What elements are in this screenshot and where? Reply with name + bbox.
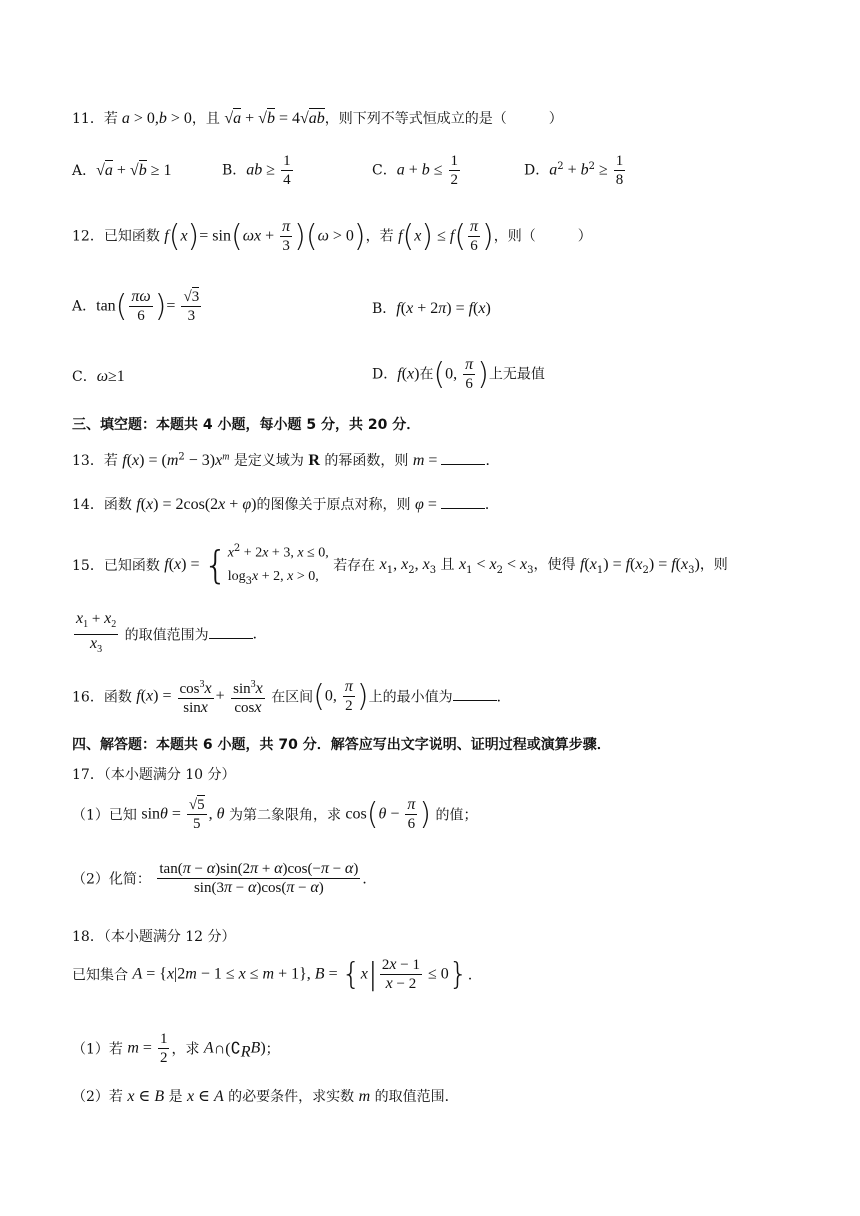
question-18-part-2: （2）若 x ∈ B 是 x ∈ A 的必要条件，求实数 m 的取值范围． bbox=[72, 1088, 459, 1105]
question-11-stem: 11．若 a > 0,b > 0，且 √a + √b = 4√ab，则下列不等式恒成立的是（ ） bbox=[72, 110, 563, 127]
question-11-option-b: B．ab ≥ $\frac{1}{4}$ bbox=[222, 153, 291, 188]
section-4-heading: 四、解答题：本题共 6 小题，共 70 分．解答应写出文字说明、证明过程或演算步骤． bbox=[72, 737, 611, 753]
question-18-part-1: （1）若 m = $\frac{1}{2}$ ，求 $A\cap(∁_RB)$； bbox=[72, 1031, 280, 1066]
question-15-tail: $\frac{x_1 + x_2}{x_3}$ 的取值范围为 ． bbox=[76, 610, 267, 655]
question-12-option-b: B．f(x + 2π) = f(x) bbox=[372, 300, 491, 317]
question-11-option-c: C．a + b ≤ $\frac{1}{2}$ bbox=[372, 153, 459, 188]
question-13: 13．若 $f(x) = (m^2 - 3)x^m$ 是定义域为 R 的幂函数，则 m = ． bbox=[72, 451, 500, 469]
question-12-option-c: C．ω≥1 bbox=[72, 368, 125, 385]
question-18-header: 18．（本小题满分 12 分） bbox=[72, 929, 236, 945]
question-18-stem: 已知集合 A = {x|2m − 1 ≤ x ≤ m + 1}, B = {x| $\frac{2x - 1}{x - 2}$ ≤ 0}． bbox=[72, 956, 482, 992]
section-3-heading: 三、填空题：本题共 4 小题，每小题 5 分，共 20 分． bbox=[72, 417, 421, 433]
question-11-option-a: A．√a + √b ≥ 1 bbox=[72, 162, 172, 179]
question-12-option-d: D．f(x)在(0, $\frac{\pi}{6}$ )上无最值 bbox=[372, 356, 545, 392]
question-14: 14．函数 f(x) = 2cos(2x + φ)的图像关于原点对称，则 φ = ． bbox=[72, 496, 499, 513]
question-16: 16．函数 f(x) = $\frac{\cos^3x}{\sin x}$ + $\frac{\sin^3x}{\cos x}$ 在区间(0, $\frac{\pi}{2}$ )上的最小值为 ． bbox=[72, 678, 511, 716]
question-15-stem: 15．已知函数 f(x) = { $x^2 + 2x + 3$, x ≤ 0, $\log_3x + 2$, x > 0, 若存在 $x_1$, $x_2$, $x_3$ 且 $x_1 < x_2 < x_3$，使得 $f(x_1) = f(x_2) = f(x_3)$，则 bbox=[72, 543, 728, 588]
question-17-header: 17．（本小题满分 10 分） bbox=[72, 767, 236, 783]
question-17-part-2: （2）化简： $\frac{\tan(\pi - \alpha)\sin(2\pi + \alpha)\cos(-\pi - \alpha)}{\sin(3\pi - \alpha)\cos(\pi - \alpha)}$ ． bbox=[72, 860, 377, 896]
question-12-stem: 12．已知函数 f(x)= sin(ωx + $\frac{\pi}{3}$ )(ω > 0)，若 f(x) ≤ f( $\frac{\pi}{6}$ )，则（ ） bbox=[72, 218, 592, 254]
question-12-option-a: A．tan( $\frac{\pi\omega}{6}$ )= $\frac{√3}{3}$ bbox=[72, 288, 200, 324]
question-17-part-1: （1）已知 sinθ = $\frac{√5}{5}$ , θ 为第二象限角，求 cos(θ − $\frac{\pi}{6}$ ) 的值； bbox=[72, 796, 478, 832]
question-11-option-d: D．$a^2 + b^2$ ≥ $\frac{1}{8}$ bbox=[524, 153, 624, 188]
